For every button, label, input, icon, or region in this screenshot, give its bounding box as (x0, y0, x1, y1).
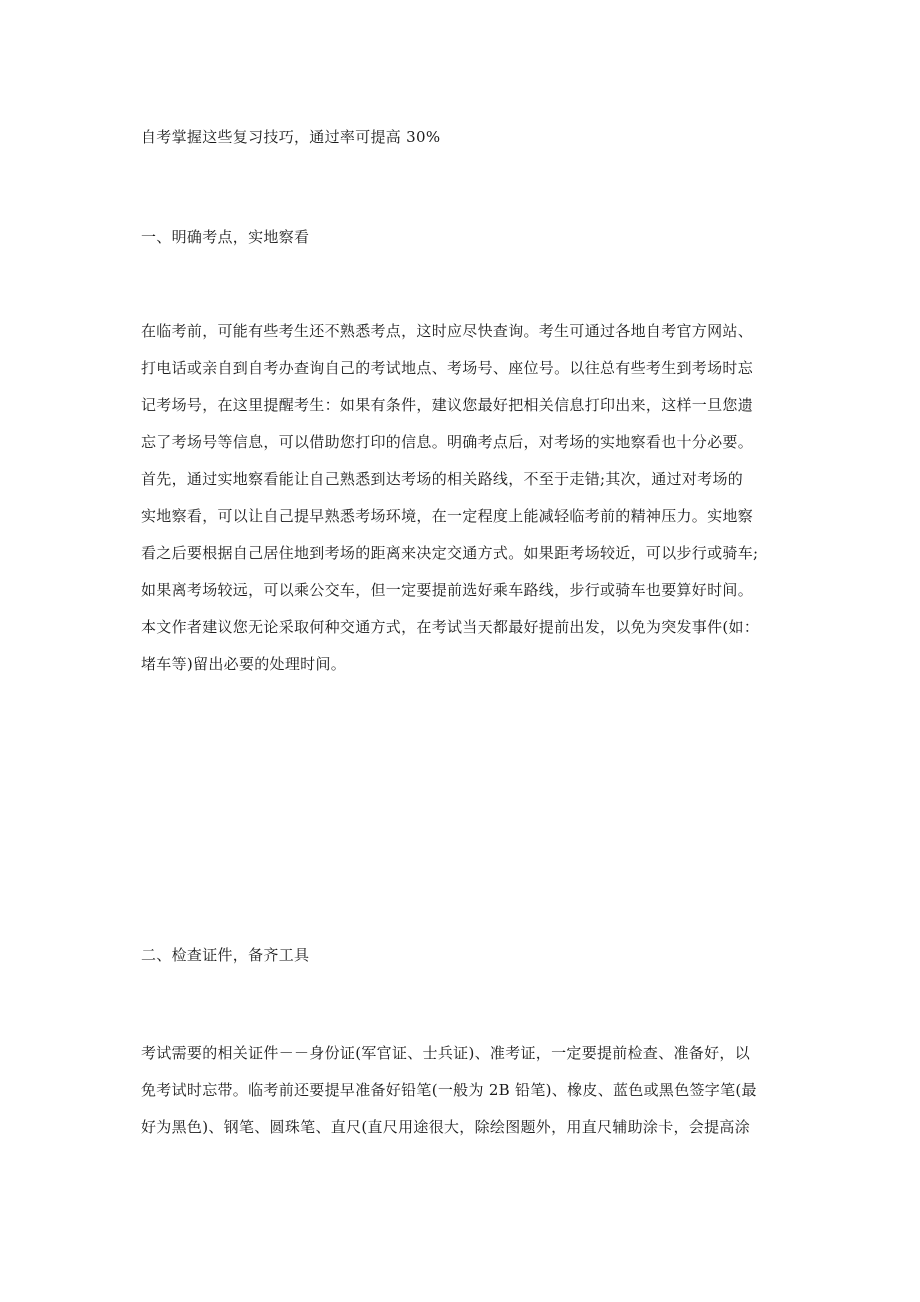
paragraph-line: 记考场号，在这里提醒考生：如果有条件，建议您最好把相关信息打印出来，这样一旦您遗 (141, 396, 754, 414)
section-heading-1: 一、明确考点，实地察看 (141, 228, 310, 246)
paragraph-line: 看之后要根据自己居住地到考场的距离来决定交通方式。如果距考场较近，可以步行或骑车; (141, 544, 759, 562)
paragraph-line: 如果离考场较远，可以乘公交车，但一定要提前选好乘车路线，步行或骑车也要算好时间。 (141, 581, 754, 599)
paragraph-line: 堵车等)留出必要的处理时间。 (141, 655, 347, 673)
document-title: 自考掌握这些复习技巧，通过率可提高 30% (141, 128, 441, 146)
paragraph-line: 本文作者建议您无论采取何种交通方式，在考试当天都最好提前出发，以免为突发事件(如： (141, 618, 760, 636)
paragraph-line: 在临考前，可能有些考生还不熟悉考点，这时应尽快查询。考生可通过各地自考官方网站、 (141, 322, 754, 340)
paragraph-line: 免考试时忘带。临考前还要提早准备好铅笔(一般为 2B 铅笔)、橡皮、蓝色或黑色签字笔(最 (141, 1081, 757, 1099)
section-1-paragraph (141, 320, 759, 690)
paragraph-line: 首先，通过实地察看能让自己熟悉到达考场的相关路线，不至于走错;其次，通过对考场的 (141, 470, 744, 488)
paragraph-line: 考试需要的相关证件－－身份证(军官证、士兵证)、准考证，一定要提前检查、准备好，以 (141, 1044, 751, 1062)
paragraph-line: 打电话或亲自到自考办查询自己的考试地点、考场号、座位号。以往总有些考生到考场时忘 (141, 359, 754, 377)
paragraph-line: 好为黑色)、钢笔、圆珠笔、直尺(直尺用途很大，除绘图题外，用直尺辅助涂卡，会提高涂 (141, 1118, 751, 1136)
section-2-paragraph (141, 1042, 757, 1153)
section-heading-2: 二、检查证件，备齐工具 (141, 946, 310, 964)
paragraph-line: 实地察看，可以让自己提早熟悉考场环境，在一定程度上能减轻临考前的精神压力。实地察 (141, 507, 754, 525)
paragraph-line: 忘了考场号等信息，可以借助您打印的信息。明确考点后，对考场的实地察看也十分必要。 (141, 433, 754, 451)
